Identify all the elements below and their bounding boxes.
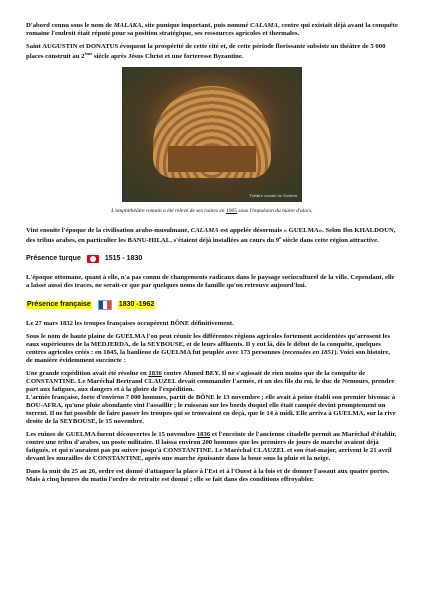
photo-credit: Théâtre romain de Guelma [249, 192, 297, 198]
french-presence-label: Présence française [27, 300, 91, 308]
document-page [26, 22, 398, 489]
french-presence-heading [26, 300, 398, 310]
armee-paragraph: L'armée française, forte d'environ 7 000 hommes, partit de BÔNE le 13 novembre ; elle avait à peine établi son premier bivouac à BOU-AFRA, qu'une pluie abondante vint l'assaillir ; le ruisseau sur les bords duquel elle était campée devint promptement un torrent. Il ne fut possible de faire passer les troupes qui se trouvaient en deçà, que le 14 à midi. Elle arriva à GUELMA, sur la rive droite de la SEYBOUSE, le 15 novembre. [26, 393, 396, 426]
ruines-paragraph: Les ruines de GUELMA furent découvertes le 15 novembre 1836 et l'enceinte de l'ancienne citadelle permit au Maréchal d'établir, contre une tribu d'arabes, un poste militaire. Il laissa environ 200 hommes que les premiers de jours de marche avaient déjà fatigués, et qui n'auraient pas pu suivre jusqu'à CONSTANTINE. Le Maréchal CLAUZEL et son état-major, arrivent le 21 avril devant les murailles de CONSTANTINE, après une marche épuisante dans la boue sous la pluie et la neige. [26, 431, 397, 463]
turkish-presence-years: 1515 - 1830 [104, 255, 143, 263]
nuit-paragraph: Dans la nuit du 25 au 26, ordre est donné d'attaquer la place à l'Est et à l'Ouest à la fois et de donner l'assaut aux quatre portes. Mais à cinq heures du matin l'ordre de retraite est donné ; elle se fait dans des conditions effroyabler. [26, 468, 390, 484]
intro-paragraph-2: Saint AUGUSTIN et DONATUS évoquent la prospérité de cette cité et, de cette période florissante subsiste un théâtre de 5 000 places construit au 2ème siècle après Jésus Christ et une forteresse Byzantine. [26, 43, 386, 61]
turkish-paragraph: L'époque ottomane, quant à elle, n'a pas connu de changements radicaux dans le paysage socioculturel de la ville. Cependant, elle a laissé aussi des traces, ne serait-ce que par quelques noms de famille qu'on retrouve aujourd'hui. [26, 273, 395, 289]
plaine-paragraph: Sous le nom de haute plaine de GUELMA l'on peut réunir les différentes régions agricoles fortement accidentées qu'arrosent les eaux supérieures de la MEDJERDA, de la SEYBOUSE, et de leurs affluents. Il y eut là, dès le début de la conquête, quelques centres agricoles créés : en 1845, la banlieue de GUELMA fut peuplée avec 173 personnes (recensées en 1851). Voici son histoire, de manière évidemment succincte : [26, 332, 391, 364]
intro-paragraph-1: D'abord connu sous le nom de MALAKA, site punique important, puis nommé CALAMA, centre qui existait déjà avant la conquête romaine l'endroit était réputé pour sa position stratégique, ses ressources agricoles et thermales. [26, 22, 398, 38]
turkish-presence-label: Présence turque [26, 255, 81, 263]
french-presence-years: 1830 -1962 [118, 300, 155, 308]
french-flag-icon [98, 300, 112, 310]
bone-paragraph: Le 27 mars 1832 les troupes françaises occupèrent BÔNE définitivement. [26, 319, 234, 327]
tunisian-flag-icon [87, 255, 99, 263]
arab-paragraph: Vint ensuite l'époque de la civilisation arabo-musulmane, CALAMA est appelée désormais « GUELMA». Selon Ibn KHALDOUN, des tribus arabes, en particulier les BANU-HILAL, s'étaient déjà installées au cours du 9e siècle dans cette région attractive. [26, 226, 396, 245]
photo-caption: L'amphithéâtre romain a été relevé de ses ruines en 1905 sous l'impulsion du maire d'alors. [111, 208, 313, 215]
turkish-presence-heading [26, 255, 398, 263]
amphitheatre-photo [122, 67, 302, 202]
expedition-paragraph: Une grande expédition avait été résolue en 1836 contre Ahmed BEY. Il ne s'agissait de rien moins que de la conquête de CONSTANTINE. Le Maréchal Bertrand CLAUZEL devait commander l'armée, et un des fils du roi, le duc de Nemours, prendre part aux fatigues, aux dangers et à la gloire de l'expédition. [26, 369, 395, 393]
